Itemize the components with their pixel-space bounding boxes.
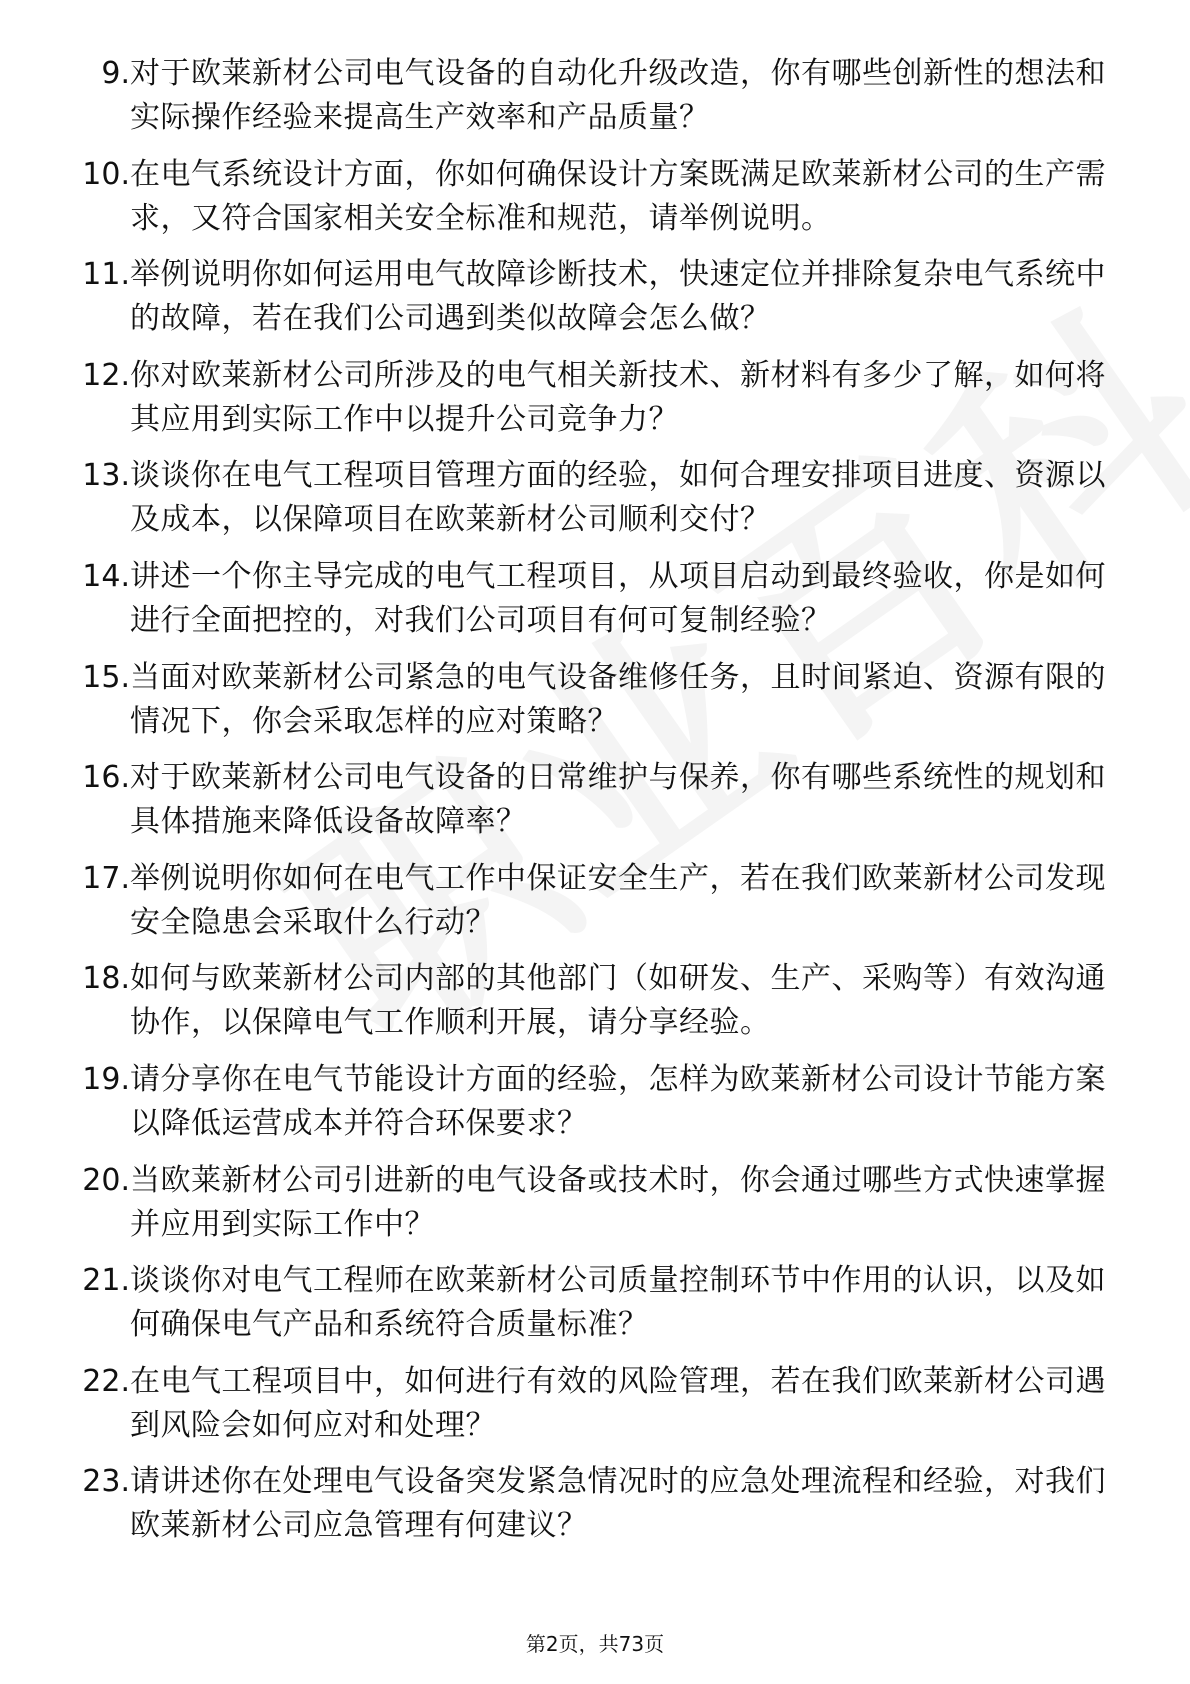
question-text: 谈谈你对电气工程师在欧莱新材公司质量控制环节中作用的认识，以及如何确保电气产品和系统符合质量标准？ xyxy=(130,1263,1106,1343)
question-text: 请讲述你在处理电气设备突发紧急情况时的应急处理流程和经验，对我们欧莱新材公司应急管理有何建议？ xyxy=(130,1464,1106,1544)
question-number: 17. xyxy=(82,860,130,896)
question-item xyxy=(0,153,1190,254)
question-item xyxy=(0,756,1190,857)
question-text: 在电气系统设计方面，你如何确保设计方案既满足欧莱新材公司的生产需求，又符合国家相关安全标准和规范，请举例说明。 xyxy=(130,156,1106,236)
question-text: 对于欧莱新材公司电气设备的日常维护与保养，你有哪些系统性的规划和具体措施来降低设备故障率？ xyxy=(130,760,1106,840)
page-footer: 第2页，共73页 xyxy=(525,1632,665,1656)
question-text: 请分享你在电气节能设计方面的经验，怎样为欧莱新材公司设计节能方案以降低运营成本并符合环保要求？ xyxy=(130,1061,1106,1141)
question-number: 18. xyxy=(82,961,130,997)
question-number: 22. xyxy=(82,1363,130,1399)
question-item xyxy=(0,354,1190,455)
question-number: 15. xyxy=(82,659,130,695)
question-number: 12. xyxy=(82,357,130,393)
question-number: 11. xyxy=(82,257,130,293)
question-text: 你对欧莱新材公司所涉及的电气相关新技术、新材料有多少了解，如何将其应用到实际工作中以提升公司竞争力？ xyxy=(130,357,1106,437)
question-item xyxy=(0,957,1190,1058)
question-item xyxy=(0,52,1190,153)
question-item xyxy=(0,555,1190,656)
question-text: 如何与欧莱新材公司内部的其他部门（如研发、生产、采购等）有效沟通协作，以保障电气工作顺利开展，请分享经验。 xyxy=(130,961,1106,1041)
question-item xyxy=(0,857,1190,958)
question-number: 10. xyxy=(82,156,130,192)
question-number: 20. xyxy=(82,1162,130,1198)
question-text: 举例说明你如何在电气工作中保证安全生产，若在我们欧莱新材公司发现安全隐患会采取什么行动？ xyxy=(130,860,1106,940)
question-item xyxy=(0,656,1190,757)
question-text: 举例说明你如何运用电气故障诊断技术，快速定位并排除复杂电气系统中的故障，若在我们公司遇到类似故障会怎么做？ xyxy=(130,257,1106,337)
question-item xyxy=(0,1360,1190,1461)
question-text: 对于欧莱新材公司电气设备的自动化升级改造，你有哪些创新性的想法和实际操作经验来提高生产效率和产品质量？ xyxy=(130,56,1106,135)
question-number: 21. xyxy=(82,1263,130,1299)
question-number: 16. xyxy=(82,760,130,796)
question-number: 9. xyxy=(101,56,130,91)
question-text: 当欧莱新材公司引进新的电气设备或技术时，你会通过哪些方式快速掌握并应用到实际工作中？ xyxy=(130,1162,1106,1242)
question-item xyxy=(0,1058,1190,1159)
question-item xyxy=(0,1460,1190,1561)
question-text: 当面对欧莱新材公司紧急的电气设备维修任务，且时间紧迫、资源有限的情况下，你会采取怎样的应对策略？ xyxy=(130,659,1106,739)
question-number: 14. xyxy=(82,558,130,594)
question-list xyxy=(0,52,1190,1561)
question-item xyxy=(0,454,1190,555)
question-text: 在电气工程项目中，如何进行有效的风险管理，若在我们欧莱新材公司遇到风险会如何应对和处理？ xyxy=(130,1363,1106,1443)
question-text: 谈谈你在电气工程项目管理方面的经验，如何合理安排项目进度、资源以及成本，以保障项目在欧莱新材公司顺利交付？ xyxy=(130,458,1106,538)
question-number: 13. xyxy=(82,458,130,494)
question-item xyxy=(0,253,1190,354)
question-item xyxy=(0,1259,1190,1360)
question-number: 19. xyxy=(82,1061,130,1097)
question-number: 23. xyxy=(82,1464,130,1500)
question-item xyxy=(0,1159,1190,1260)
question-text: 讲述一个你主导完成的电气工程项目，从项目启动到最终验收，你是如何进行全面把控的，对我们公司项目有何可复制经验？ xyxy=(130,558,1106,638)
